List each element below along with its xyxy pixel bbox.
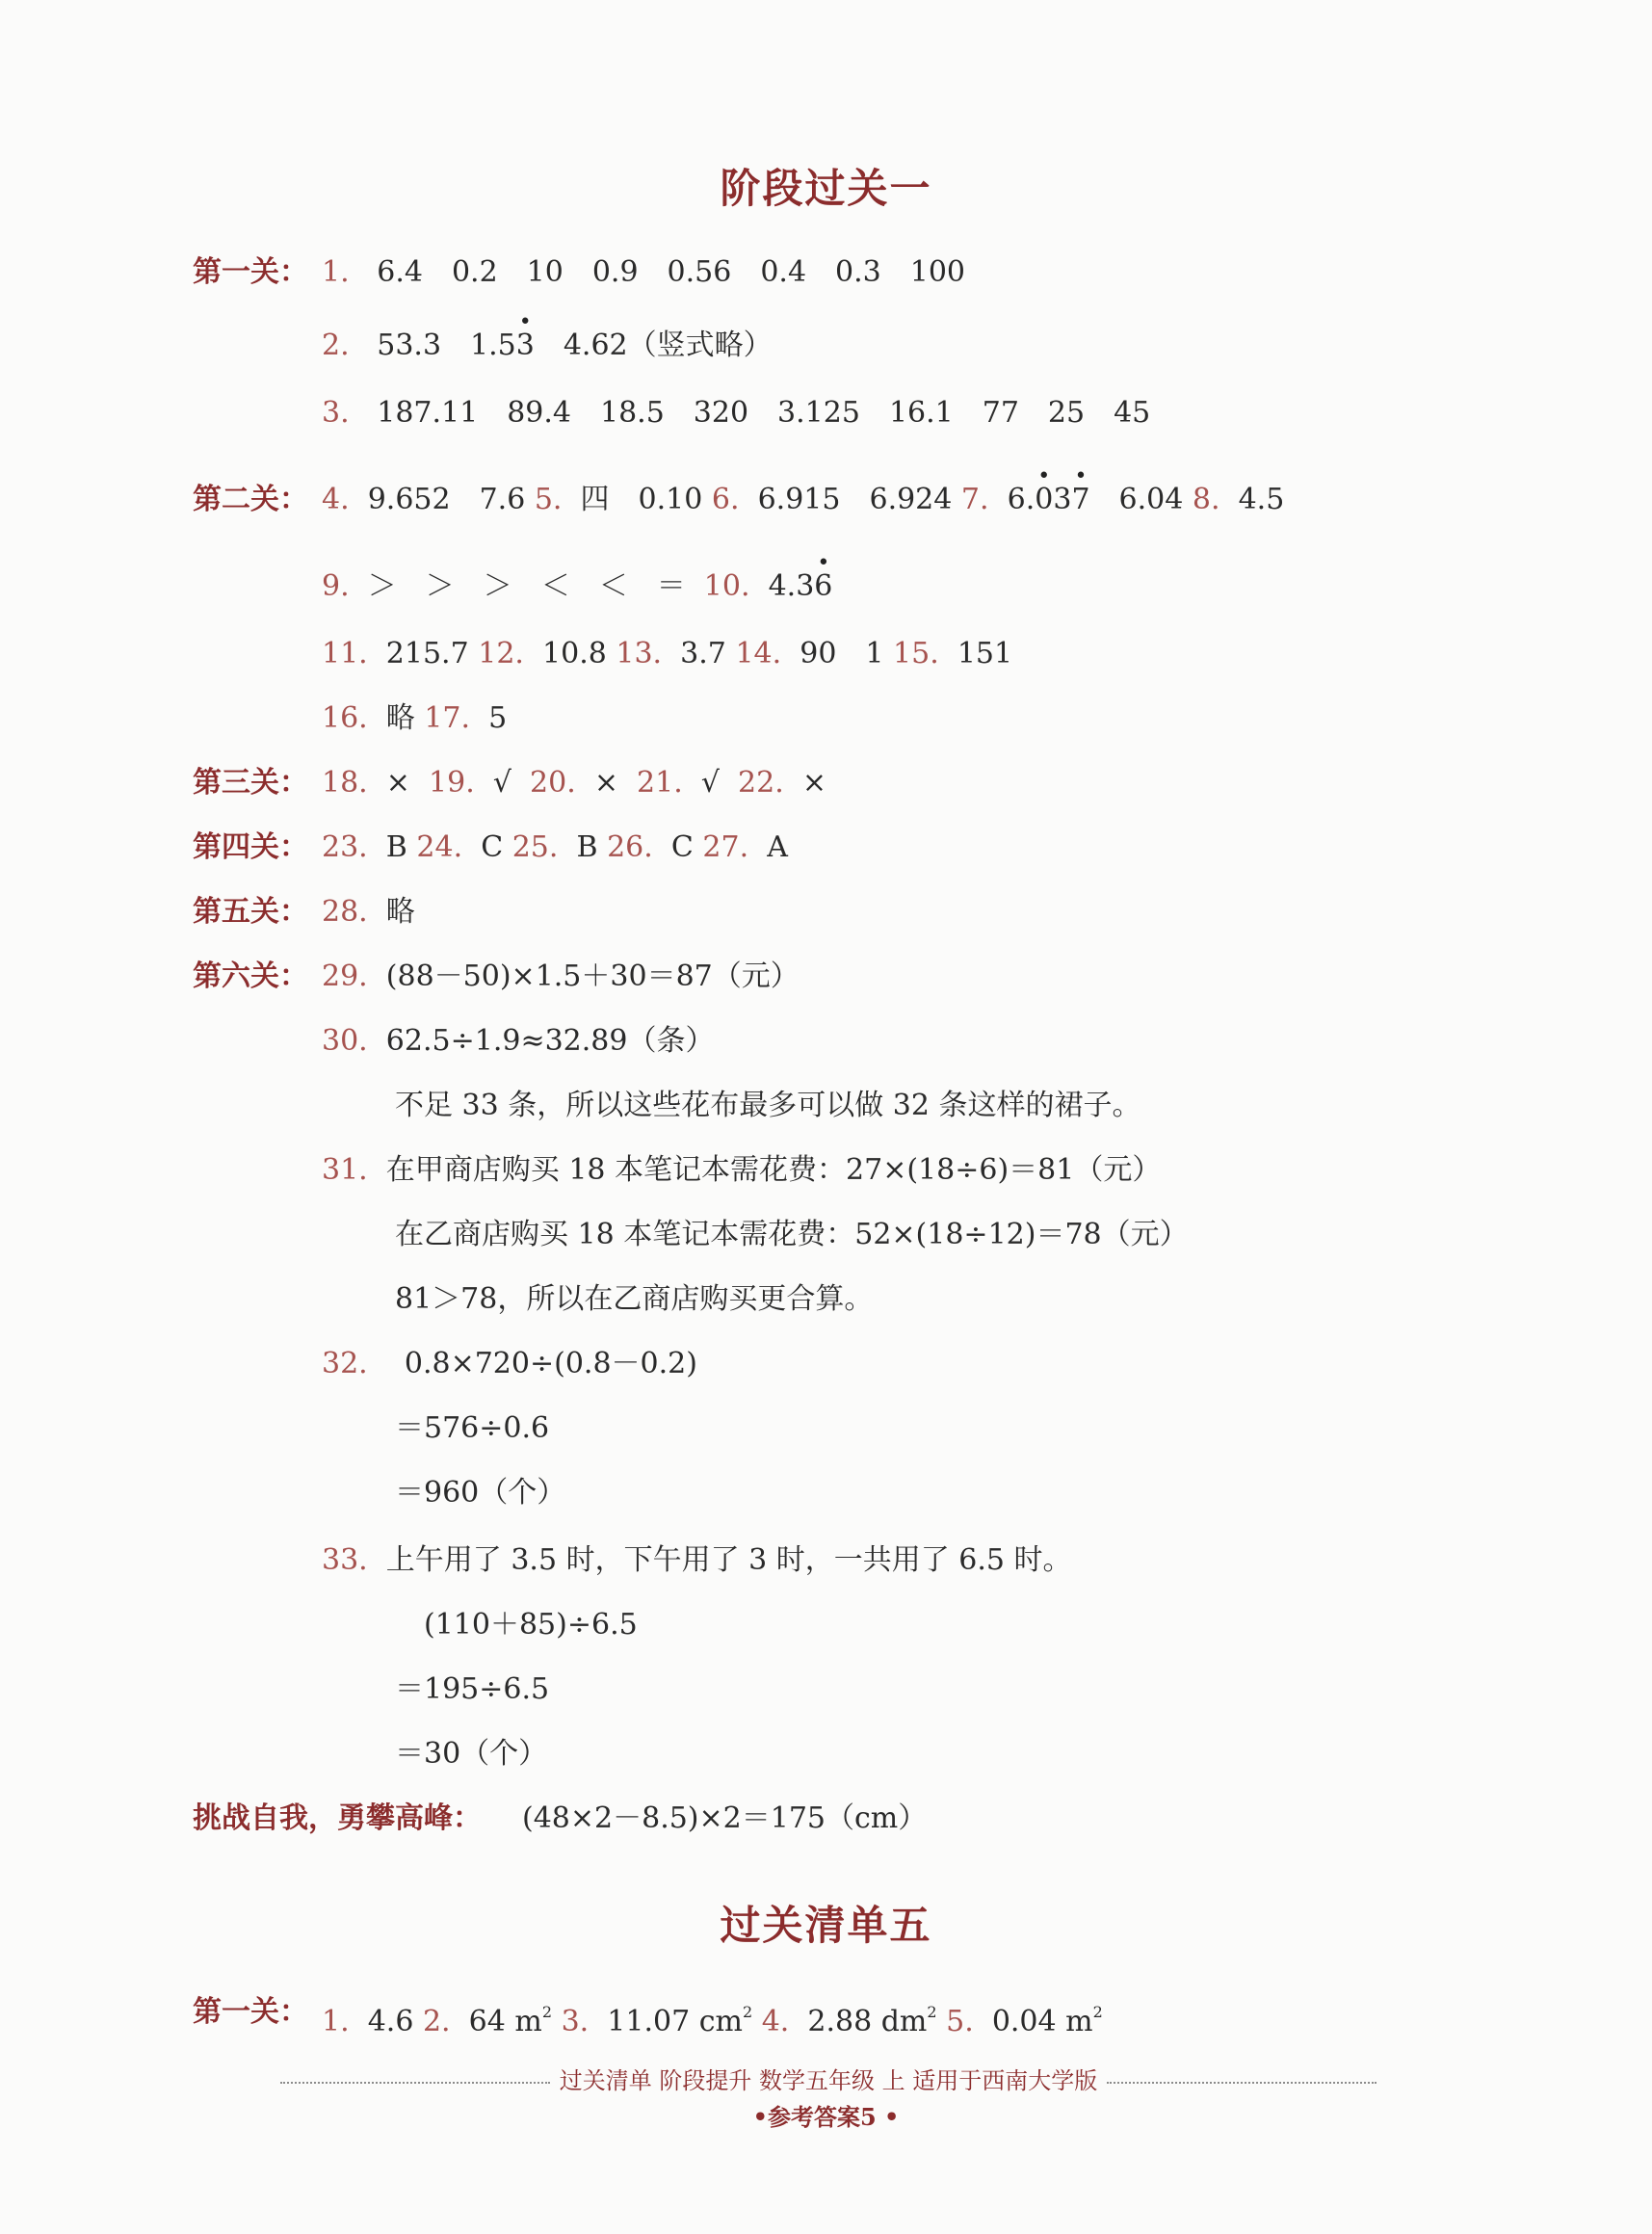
question-number: 18. xyxy=(322,766,368,800)
answer-text: 10.8 xyxy=(542,637,607,670)
question-number: 8. xyxy=(1192,483,1220,516)
question-number: 5. xyxy=(946,2005,974,2038)
question-number: 9. xyxy=(322,569,350,603)
answer-text: 151 xyxy=(957,637,1013,670)
answer-text: 62.5÷1.9≈32.89（条） xyxy=(385,1024,715,1058)
answer-line-32c: ＝960（个） xyxy=(395,1476,566,1510)
answer-line-31b: 在乙商店购买 18 本笔记本需花费：52×(18÷12)＝78（元） xyxy=(395,1218,1189,1251)
answer-text: 6. xyxy=(1007,483,1036,516)
answer-line-33c: ＝195÷6.5 xyxy=(395,1672,550,1706)
repeating-digit: • 3 xyxy=(516,329,535,362)
question-number: 1. xyxy=(322,255,350,289)
answer-line-31 xyxy=(322,1151,1161,1190)
answer-text: 0.8×720÷(0.8－0.2) xyxy=(404,1347,697,1380)
answer-text: 5 xyxy=(488,701,508,735)
label-level-1: 第一关： xyxy=(193,255,308,289)
label-level-2: 第二关： xyxy=(193,483,308,516)
answer-line-30 xyxy=(322,1022,714,1061)
question-number: 2. xyxy=(422,2005,451,2038)
answer-text: × xyxy=(593,766,618,800)
question-number: 28. xyxy=(322,895,368,929)
superscript: 2 xyxy=(742,2003,753,2021)
answer-text: 2.88 dm xyxy=(807,2005,928,2038)
superscript: 2 xyxy=(927,2003,937,2021)
question-number: 27. xyxy=(702,830,749,864)
question-number: 11. xyxy=(322,637,368,670)
question-number: 32. xyxy=(322,1347,368,1380)
question-number: 23. xyxy=(322,830,368,864)
question-number: 12. xyxy=(478,637,524,670)
answer-text: √ xyxy=(492,766,511,800)
question-number: 19. xyxy=(429,766,475,800)
answer-text: 在甲商店购买 18 本笔记本需花费：27×(18÷6)＝81（元） xyxy=(385,1153,1162,1187)
answer-line-30b: 不足 33 条，所以这些花布最多可以做 32 条这样的裙子。 xyxy=(395,1089,1141,1122)
answer-text: 6.915 6.924 xyxy=(757,483,953,516)
answer-text: 略 xyxy=(385,701,415,735)
label-level-6: 第六关： xyxy=(193,959,308,993)
answer-text: 11.07 cm xyxy=(607,2005,743,2038)
section-title-stage-1: 阶段过关一 xyxy=(720,165,932,212)
answer-line-11-15 xyxy=(322,635,1012,673)
question-number: 29. xyxy=(322,959,368,993)
answer-line-3 xyxy=(322,394,1150,433)
page-number: •参考答案5 • xyxy=(752,2103,900,2131)
footer xyxy=(202,2062,1455,2095)
answer-text: 90 1 xyxy=(800,637,884,670)
answer-text: 6.4 0.2 10 0.9 0.56 0.4 0.3 100 xyxy=(377,255,966,289)
answer-text: 9.652 7.6 xyxy=(367,483,526,516)
answer-line-23-27 xyxy=(322,828,788,867)
superscript: 2 xyxy=(541,2003,553,2021)
question-number: 15. xyxy=(893,637,939,670)
answer-text: 上午用了 3.5 时，下午用了 3 时，一共用了 6.5 时。 xyxy=(385,1543,1072,1577)
question-number: 14. xyxy=(735,637,782,670)
answer-text: 64 m xyxy=(468,2005,542,2038)
answer-line-s2 xyxy=(322,1993,1103,2041)
question-number: 31. xyxy=(322,1153,368,1187)
challenge-answer: (48×2－8.5)×2＝175（cm） xyxy=(522,1801,928,1835)
answer-text: 4.6 xyxy=(367,2005,414,2038)
answer-line-31c: 81＞78，所以在乙商店购买更合算。 xyxy=(395,1282,874,1316)
answer-line-18-22 xyxy=(322,764,826,802)
answer-line-4-8 xyxy=(322,481,1284,519)
answer-text: 187.11 89.4 18.5 320 3.125 16.1 77 25 45 xyxy=(377,396,1151,430)
question-number: 26. xyxy=(607,830,653,864)
question-number: 33. xyxy=(322,1543,368,1577)
answer-text: ＞ ＞ ＞ ＜ ＜ ＝ xyxy=(367,569,686,603)
answer-line-32 xyxy=(322,1345,697,1383)
question-number: 3. xyxy=(561,2005,590,2038)
question-number: 21. xyxy=(637,766,683,800)
answer-text: 3 xyxy=(1053,483,1072,516)
question-number: 2. xyxy=(322,329,350,362)
question-number: 16. xyxy=(322,701,368,735)
answer-line-29 xyxy=(322,958,800,996)
question-number: 5. xyxy=(534,483,563,516)
label-level-3: 第三关： xyxy=(193,766,308,800)
answer-text: 4.3 xyxy=(768,569,815,603)
footer-rule-right xyxy=(1107,2082,1377,2084)
question-number: 1. xyxy=(322,2005,350,2038)
answer-text: 4.5 xyxy=(1238,483,1285,516)
question-number: 30. xyxy=(322,1024,368,1058)
question-number: 20. xyxy=(530,766,576,800)
repeating-digit: • 7 xyxy=(1071,483,1089,516)
answer-text: √ xyxy=(700,766,720,800)
answer-line-16-17 xyxy=(322,699,507,738)
answer-text: 3.7 xyxy=(680,637,726,670)
footer-text: 过关清单 阶段提升 数学五年级 上 适用于西南大学版 xyxy=(559,2067,1098,2094)
footer-rule-left xyxy=(280,2082,550,2084)
label-level-1-checklist: 第一关： xyxy=(193,1995,308,2029)
answer-text: (88－50)×1.5＋30＝87（元） xyxy=(385,959,800,993)
answer-text: × xyxy=(385,766,410,800)
answer-line-9-10 xyxy=(322,567,832,606)
question-number: 3. xyxy=(322,396,350,430)
answer-text: C xyxy=(670,830,694,864)
section-title-checklist-5: 过关清单五 xyxy=(720,1902,932,1949)
answer-line-2 xyxy=(322,327,773,365)
superscript: 2 xyxy=(1092,2003,1103,2021)
answer-line-1 xyxy=(322,253,965,292)
answer-line-32b: ＝576÷0.6 xyxy=(395,1411,550,1445)
question-number: 17. xyxy=(424,701,471,735)
answer-line-28 xyxy=(322,893,415,932)
label-level-5: 第五关： xyxy=(193,895,308,929)
answer-text: × xyxy=(801,766,826,800)
answer-text: 四 0.10 xyxy=(580,483,703,516)
answer-line-33 xyxy=(322,1541,1072,1580)
question-number: 24. xyxy=(416,830,463,864)
question-number: 7. xyxy=(960,483,989,516)
question-number: 22. xyxy=(738,766,784,800)
label-challenge: 挑战自我，勇攀高峰： xyxy=(193,1801,482,1835)
answer-text: 215.7 xyxy=(385,637,469,670)
question-number: 13. xyxy=(616,637,663,670)
label-level-4: 第四关： xyxy=(193,830,308,864)
answer-line-33b: (110＋85)÷6.5 xyxy=(424,1608,638,1642)
answer-text: A xyxy=(767,830,788,864)
question-number: 10. xyxy=(703,569,750,603)
question-number: 6. xyxy=(711,483,740,516)
answer-text: 6.04 xyxy=(1089,483,1184,516)
answer-text: 53.3 1.5 xyxy=(377,329,516,362)
question-number: 4. xyxy=(761,2005,790,2038)
question-number: 4. xyxy=(322,483,350,516)
answer-line-33d: ＝30（个） xyxy=(395,1737,548,1771)
answer-text: 4.62（竖式略） xyxy=(534,329,773,362)
question-number: 25. xyxy=(511,830,559,864)
answer-text: B xyxy=(385,830,407,864)
repeating-digit: • 6 xyxy=(814,569,832,603)
answer-text: 0.04 m xyxy=(991,2005,1093,2038)
repeating-digit: • 0 xyxy=(1035,483,1053,516)
answer-text: B xyxy=(576,830,598,864)
answer-text: C xyxy=(481,830,504,864)
answer-text: 略 xyxy=(385,895,415,929)
